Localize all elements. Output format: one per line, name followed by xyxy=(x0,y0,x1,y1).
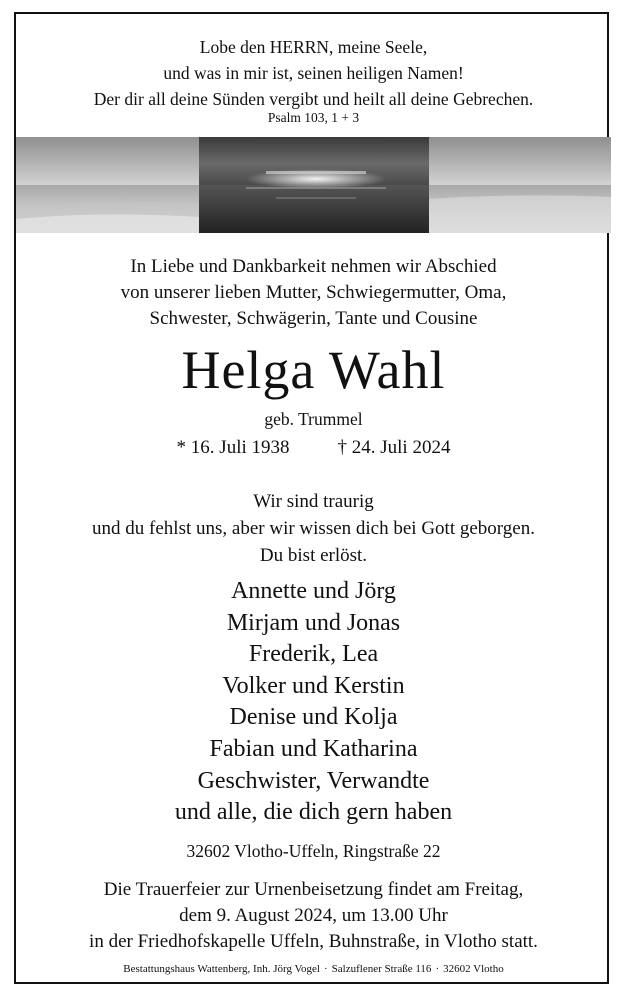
separator: · xyxy=(323,963,328,975)
death-date: † 24. Juli 2024 xyxy=(337,437,451,458)
mourners-list xyxy=(0,576,627,829)
deceased-name: Helga Wahl xyxy=(181,340,446,400)
service-line: dem 9. August 2024, um 13.00 Uhr xyxy=(179,905,448,926)
family-address: 32602 Vlotho-Uffeln, Ringstraße 22 xyxy=(186,841,441,861)
intro-line: Schwester, Schwägerin, Tante und Cousine xyxy=(149,308,478,329)
mourner-entry: Denise und Kolja xyxy=(229,704,398,731)
mourning-quote xyxy=(0,488,627,569)
birth-name: geb. Trummel xyxy=(264,409,363,429)
quote-line: und du fehlst uns, aber wir wissen dich bei Gott geborgen. xyxy=(92,518,535,539)
funeral-home-street: Salzuflener Straße 116 xyxy=(331,963,432,975)
sea-sunset-image xyxy=(16,137,611,233)
verse-line: und was in mir ist, seinen heiligen Namen! xyxy=(163,63,464,83)
separator: · xyxy=(435,963,440,975)
psalm-reference: Psalm 103, 1 + 3 xyxy=(267,110,360,125)
service-line: Die Trauerfeier zur Urnenbeisetzung findet am Freitag, xyxy=(103,879,524,900)
farewell-intro xyxy=(0,254,627,332)
mourner-entry: Annette und Jörg xyxy=(231,578,396,604)
verse-line: Der dir all deine Sünden vergibt und heilt all deine Gebrechen. xyxy=(93,89,534,109)
funeral-home-city: 32602 Vlotho xyxy=(443,963,504,975)
funeral-home-footer xyxy=(0,963,627,975)
intro-line: von unserer lieben Mutter, Schwiegermutter, Oma, xyxy=(120,282,507,303)
service-line: in der Friedhofskapelle Uffeln, Buhnstraße, in Vlotho statt. xyxy=(89,931,538,952)
funeral-service-info xyxy=(0,877,627,955)
funeral-home-name: Bestattungshaus Wattenberg, Inh. Jörg Vogel xyxy=(123,963,320,975)
mourner-entry: Volker und Kerstin xyxy=(222,672,405,699)
birth-date: * 16. Juli 1938 xyxy=(176,437,290,458)
life-dates xyxy=(0,437,627,459)
mourner-entry: Geschwister, Verwandte xyxy=(197,767,430,794)
mourner-entry: und alle, die dich gern haben xyxy=(174,799,453,826)
sea-sunset-svg xyxy=(16,137,611,233)
mourner-entry: Mirjam und Jonas xyxy=(226,609,401,636)
verse-line: Lobe den HERRN, meine Seele, xyxy=(199,37,428,57)
intro-line: In Liebe und Dankbarkeit nehmen wir Abschied xyxy=(130,256,497,277)
quote-line: Wir sind traurig xyxy=(253,491,374,512)
mourner-entry: Fabian und Katharina xyxy=(209,735,418,762)
mourner-entry: Frederik, Lea xyxy=(248,641,379,668)
psalm-verse xyxy=(0,34,627,112)
quote-line: Du bist erlöst. xyxy=(259,545,368,566)
